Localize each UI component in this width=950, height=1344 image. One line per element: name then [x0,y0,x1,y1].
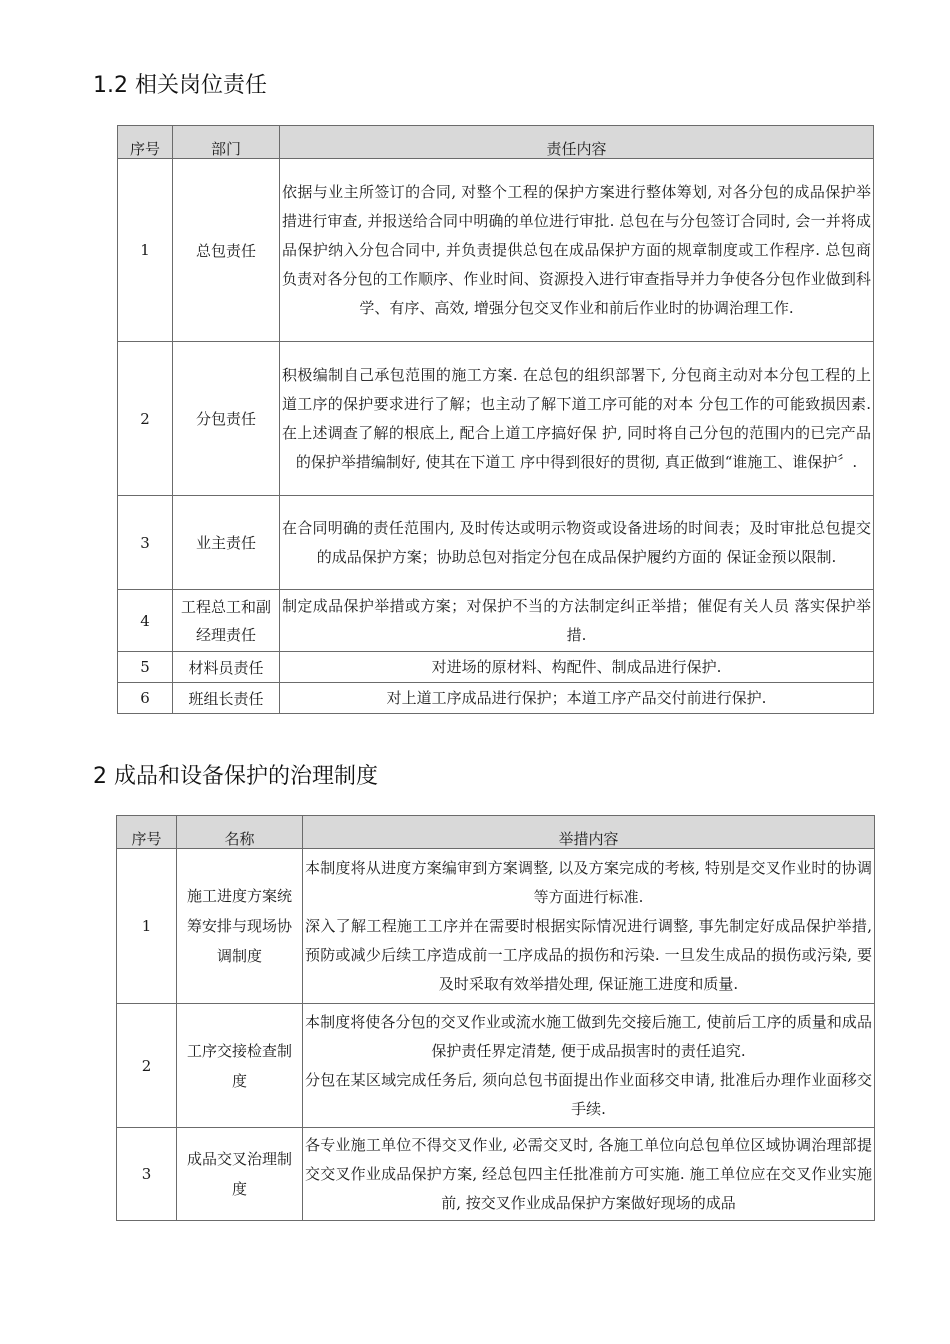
measure-paragraph: 各专业施工单位不得交叉作业, 必需交叉时, 各施工单位向总包单位区域协调治理部提交交叉作业成品保护方案, 经总包四主任批准前方可实施. 施工单位应在交叉作业实施前, 按交叉作业成品保护方案做好现场的成品 [305,1135,872,1212]
row-content: 对上道工序成品进行保护；本道工序产品交付前进行保护. [280,683,874,714]
row-no: 2 [117,1004,177,1128]
row-no: 5 [118,652,173,683]
table-row [117,1004,875,1128]
row-content: 积极编制自己承包范围的施工方案. 在总包的组织部署下, 分包商主动对本分包工程的上道工序的保护要求进行了解；也主动了解下道工序可能的对本 分包工作的可能致损因素. 在上述调查了解的根底上, 配合上道工序搞好保 护, 同时将自己分包的范围内的已完产品的保护举措编制好, 使其在下道工 序中得到很好的贯彻, 真正做到“谁施工、谁保护〞. [280,342,874,496]
row-name: 施工进度方案统 筹安排与现场协 调制度 [177,849,303,1004]
table-header-row [118,126,874,159]
table-row [118,590,874,652]
row-dept: 总包责任 [173,159,280,342]
table-row [118,683,874,714]
measure-paragraph: 本制度将从进度方案编审到方案调整, 以及方案完成的考核, 特别是交叉作业时的协调等方面进行标准. [305,858,872,906]
row-content: 对进场的原材料、构配件、制成品进行保护. [280,652,874,683]
row-name: 工序交接检查制 度 [177,1004,303,1128]
measures-table [116,815,875,1221]
table-row [117,849,875,1004]
row-no: 4 [118,590,173,652]
table-row [118,652,874,683]
section-1-title: 1.2 相关岗位责任 [93,73,267,98]
row-no: 3 [117,1128,177,1221]
row-dept: 分包责任 [173,342,280,496]
table-row [118,496,874,590]
section-2-title: 2 成品和设备保护的治理制度 [93,764,378,789]
header-content: 责任内容 [280,126,874,159]
measure-paragraph: 本制度将使各分包的交叉作业或流水施工做到先交接后施工, 使前后工序的质量和成品保护责任界定清楚, 便于成品损害时的责任追究. [305,1012,872,1060]
row-dept: 材料员责任 [173,652,280,683]
table-row [118,342,874,496]
measure-paragraph: 分包在某区域完成任务后, 须向总包书面提出作业面移交申请, 批准后办理作业面移交手续. [305,1070,872,1118]
table-header-row [117,816,875,849]
header-measures: 举措内容 [303,816,875,849]
row-no: 1 [118,159,173,342]
row-no: 6 [118,683,173,714]
measure-paragraph: 深入了解工程施工工序并在需要时根据实际情况进行调整, 事先制定好成品保护举措, 预防或减少后续工序造成前一工序成品的损伤和污染. 一旦发生成品的损伤或污染, 要及时采取有效举措处理, 保证施工进度和质量. [305,916,872,993]
row-content: 依据与业主所签订的合同, 对整个工程的保护方案进行整体筹划, 对各分包的成品保护举措进行审查, 并报送给合同中明确的单位进行审批. 总包在与分包签订合同时, 会一并将成品保护纳入分包合同中, 并负责提供总包在成品保护方面的规章制度或工作程序. 总包商负责对各分包的工作顺序、作业时间、资源投入进行审查指导并力争使各分包作业做到科学、有序、高效, 增强分包交叉作业和前后作业时的协调治理工作. [280,159,874,342]
header-dept: 部门 [173,126,280,159]
row-measures [303,849,875,1004]
row-dept: 工程总工和副经理责任 [173,590,280,652]
header-no: 序号 [118,126,173,159]
row-content: 制定成品保护举措或方案；对保护不当的方法制定纠正举措；催促有关人员 落实保护举措. [280,590,874,652]
row-dept: 业主责任 [173,496,280,590]
row-measures [303,1128,875,1221]
row-no: 2 [118,342,173,496]
table-row [117,1128,875,1221]
row-no: 3 [118,496,173,590]
header-no: 序号 [117,816,177,849]
row-name: 成品交叉治理制 度 [177,1128,303,1221]
header-name: 名称 [177,816,303,849]
row-no: 1 [117,849,177,1004]
responsibility-table [117,125,874,714]
row-measures [303,1004,875,1128]
table-row [118,159,874,342]
row-content: 在合同明确的责任范围内, 及时传达或明示物资或设备进场的时间表；及时审批总包提交的成品保护方案；协助总包对指定分包在成品保护履约方面的 保证金预以限制. [280,496,874,590]
row-dept: 班组长责任 [173,683,280,714]
